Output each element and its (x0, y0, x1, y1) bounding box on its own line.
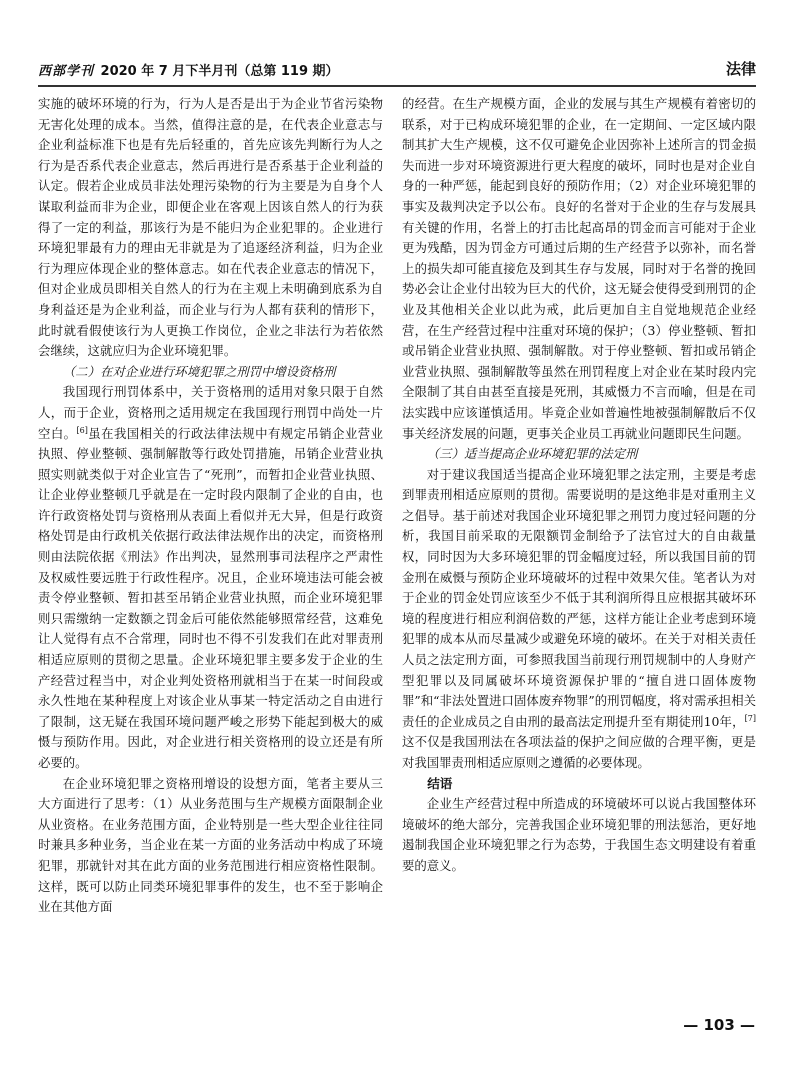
paragraph (402, 465, 756, 774)
citation-ref: [7] (744, 713, 756, 723)
paragraph (38, 382, 383, 773)
left-column (38, 94, 383, 918)
journal-logo: 西部学刊 (38, 64, 95, 79)
paragraph-text: 对于建议我国适当提高企业环境犯罪之法定刑，主要是考虑到罪责刑相适应原则的贯彻。需要说明的是这绝非是对重刑主义之倡导。基于前述对我国企业环境犯罪之刑罚力度过轻问题的分析，我国目前采取的无限额罚金制给予了法官过大的自由裁量权，同时因为大多环境犯罪的罚金幅度过轻，所以我国目前的罚金刑在威慑与预防企业环境破坏的过程中效果欠佳。笔者认为对于企业的罚金处罚应该至少不低于其利润所得且应根据其破坏环境的程度进行相应利润倍数的严惩，这样方能让企业考虑到环境犯罪的成本从而尽量减少或避免环境的破坏。在关于对相关责任人员之法定刑方面，可参照我国当前现行刑罚规制中的人身财产型犯罪以及同属破坏环境资源保护罪的“擅自进口固体废物罪”和“非法处置进口固体废弃物罪”的刑罚幅度，将对需承担相关责任的企业成员之自由刑的最高法定刑提升至有期徒刑10年， (402, 466, 756, 729)
subsection-heading: （二）在对企业进行环境犯罪之刑罚中增设资格刑 (62, 363, 336, 379)
header-divider (38, 85, 756, 87)
journal-title (38, 60, 339, 79)
right-column (402, 94, 756, 877)
paragraph: 的经营。在生产规模方面，企业的发展与其生产规模有着密切的联系，对于已构成环境犯罪的企业，在一定期间、一定区域内限制其扩大生产规模，这不仅可避免企业因弥补上述所言的罚金损失而进一步对环境资源进行更大程度的破坏，同时也是对企业自身的一种严惩，能起到良好的预防作用；（2）对企业环境犯罪的事实及裁判决定予以公布。良好的名誉对于企业的生存与发展具有关键的作用，名誉上的打击比起高昂的罚金而言可能对于企业更为残酷，因为罚金方可通过后期的生产经营予以弥补，而名誉上的损失却可能直接危及到其生存与发展，同时对于名誉的挽回势必会让企业付出较为巨大的代价，这无疑会使得受到刑罚的企业及其他相关企业以此为戒，此后更加自主自觉地规范企业经营，在生产经营过程中注重对环境的保护；（3）停业整顿、暂扣或吊销企业营业执照、强制解散。对于停业整顿、暂扣或吊销企业营业执照、强制解散等虽然在刑罚程度上对企业在某时段内完全限制了其自由甚至直接是死刑，其威慑力不言而喻，但是在司法实践中应该谨慎适用。毕竟企业如普遍性地被强制解散后不仅事关经济发展的问题，更事关企业员工再就业问题即民生问题。 (402, 96, 756, 441)
subsection-heading: （三）适当提高企业环境犯罪的法定刑 (426, 446, 638, 462)
section-label: 法律 (725, 60, 756, 78)
page-number: — 103 — (683, 1016, 755, 1034)
paragraph-text: 我国现行刑罚体系中，关于资格刑的适用对象只限于自然人，而于企业，资格刑之适用规定在我国现行刑罚中尚处一片空白。 (38, 384, 383, 441)
citation-ref: [6] (76, 425, 88, 435)
page-header (38, 58, 756, 82)
paragraph: 在企业环境犯罪之资格刑增设的设想方面，笔者主要从三大方面进行了思考：（1）从业务范围与生产规模方面限制企业从业资格。在业务范围方面，企业特别是一些大型企业往往同时兼具多种业务，当企业在某一方面的业务活动中构成了环境犯罪，那就针对其在此方面的业务范围进行相应资格性限制。这样，既可以防止同类环境犯罪事件的发生，也不至于影响企业在其他方面 (38, 775, 383, 915)
paragraph-text: 虽在我国相关的行政法律法规中有规定吊销企业营业执照、停业整顿、强制解散等行政处罚措施，吊销企业营业执照实则就类似于对企业宣告了“死刑”，而暂扣企业营业执照、让企业停业整顿几乎就是在一定时段内限制了企业的自由，也许行政资格处罚与资格刑从表面上看似并无大异，但是行政资格处罚是由行政机关依据行政法律法规作出的决定，而资格刑则由法院依据《刑法》作出判决，显然刑事司法程序之严肃性及权威性要远胜于行政性程序。况且，企业环境违法可能会被责令停业整顿、暂扣甚至吊销企业营业执照，而企业环境犯罪则只需缴纳一定数额之罚金后可能依然能够照常经营，这难免让人觉得有点不合常理，同时也不得不引发我们在此对罪责刑相适应原则的贯彻之思量。企业环境犯罪主要多发于企业的生产经营过程当中，对企业判处资格刑就相当于在某一时间段或永久性地在某种程度上对该企业从事某一特定活动之自由进行了限制，这无疑在我国环境问题严峻之形势下能起到极大的威慑与预防作用。因此，对企业进行相关资格刑的设立还是有所必要的。 (38, 425, 384, 770)
paragraph-text: 这不仅是我国刑法在各项法益的保护之间应做的合理平衡，更是对我国罪责刑相适应原则之遵循的必要体现。 (402, 734, 756, 770)
issue-info: 2020 年 7 月下半月刊（总第 119 期） (100, 64, 339, 79)
conclusion-heading: 结语 (427, 775, 453, 791)
paragraph: 企业生产经营过程中所造成的环境破坏可以说占我国整体环境破坏的绝大部分，完善我国企业环境犯罪的刑法惩治，更好地遏制我国企业环境犯罪之行为态势，于我国生态文明建设有着重要的意义。 (402, 796, 756, 873)
paragraph: 实施的破坏环境的行为，行为人是否是出于为企业节省污染物无害化处理的成本。当然，值得注意的是，在代表企业意志与企业利益标准下也是有先后轻重的，首先应该先判断行为人之行为是否系代表企业意志，然后再进行是否系基于企业利益的认定。假若企业成员非法处理污染物的行为主要是为自身个人谋取利益而非为企业，即便企业在客观上因该自然人的行为获得了一定的利益，那该行为是不能归为企业犯罪的。企业进行环境犯罪最有力的理由无非就是为了追逐经济利益，归为企业行为理应体现企业的整体意志。如在代表企业意志的情况下，但对企业成员即相关自然人的行为在主观上未明确到底系为自身利益还是为企业利益，而企业与行为人都有获利的情形下，此时就看假使该行为人更换工作岗位，企业之非法行为若依然会继续，这就应归为企业环境犯罪。 (38, 96, 383, 359)
